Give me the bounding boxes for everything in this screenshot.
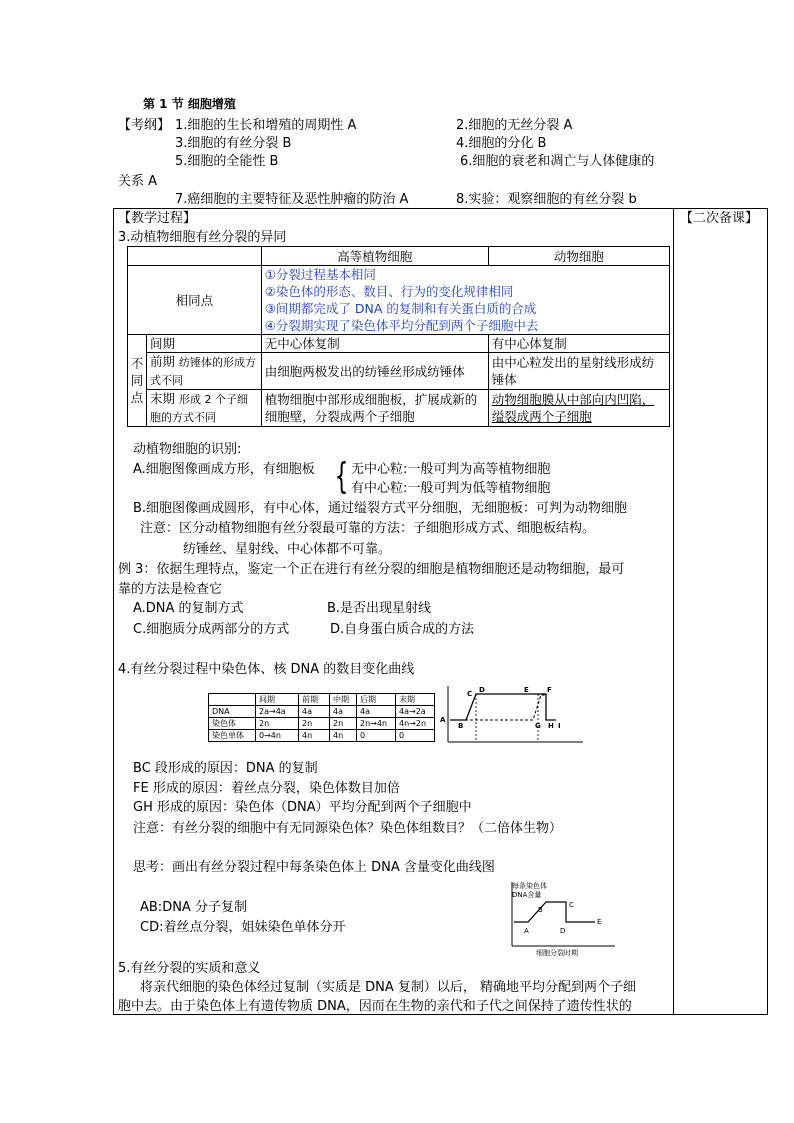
- think-question: 思考：画出有丝分裂过程中每条染色体上 DNA 含量变化曲线图: [133, 860, 495, 875]
- header-animal: 动物细胞: [488, 247, 669, 266]
- curve2-point: D: [560, 927, 566, 935]
- curve1-label: H: [548, 722, 554, 730]
- reason-fe: FE 形成的原因：着丝点分裂，染色体数目加倍: [133, 781, 400, 796]
- outline-item-4: 4.细胞的分化 B: [456, 136, 547, 151]
- option-d: D.自身蛋白质合成的方法: [330, 622, 475, 637]
- curve1-label: I: [558, 722, 561, 730]
- same-points: [261, 266, 669, 335]
- same-point-3: ③间期都完成了 DNA 的复制和有关蛋白质的合成: [264, 301, 537, 316]
- count-header: 间期: [256, 694, 299, 706]
- count-cell: 2a→4a: [256, 706, 299, 718]
- count-cell: 4a: [299, 706, 330, 718]
- stage-prophase: [147, 353, 262, 390]
- same-label: 相同点: [128, 266, 262, 335]
- curve2-point: A: [524, 927, 529, 935]
- curve1-label: E: [524, 686, 529, 694]
- curve2-point: E: [597, 918, 602, 926]
- curve2-line: [514, 902, 595, 922]
- example-question: 例 3：依据生理特点，鉴定一个正在进行有丝分裂的细胞是植物细胞还是动物细胞，最可: [118, 562, 625, 577]
- count-cell: 2n: [299, 718, 330, 730]
- header-plant: 高等植物细胞: [261, 247, 488, 266]
- count-cell: 4n→2n: [396, 718, 435, 730]
- stage-interphase: [147, 335, 262, 353]
- curve2-point: B: [538, 906, 543, 914]
- note-homologous: 注意：有丝分裂的细胞中有无同源染色体？染色体组数目？（二倍体生物）: [133, 821, 563, 836]
- curve1-label: A: [440, 716, 446, 724]
- curve2-xlabel: 细胞分裂时期: [536, 949, 578, 956]
- comparison-table: [127, 246, 670, 427]
- count-header: 前期: [299, 694, 330, 706]
- outline-item-1: 1.细胞的生长和增殖的周期性 A: [175, 118, 357, 133]
- outline-label: 【考纲】: [118, 118, 171, 133]
- curve1-label: G: [535, 722, 541, 730]
- count-cell: 2n: [256, 718, 299, 730]
- section-3-title: 3.动植物细胞有丝分裂的异同: [118, 230, 287, 245]
- count-cell: 0: [357, 730, 396, 742]
- option-c: C.细胞质分成两部分的方式: [133, 622, 290, 637]
- diff-char-1: 不: [130, 356, 144, 371]
- count-cell: 2n→4n: [357, 718, 396, 730]
- count-cell: 染色体: [209, 718, 256, 730]
- column-divider: [673, 208, 674, 1015]
- count-cell: 0: [396, 730, 435, 742]
- count-table: [208, 693, 435, 742]
- outline-item-6-cont: 关系 A: [118, 174, 158, 189]
- same-point-1: ①分裂过程基本相同: [264, 267, 376, 282]
- identify-a2: 有中心粒:一般可判为低等植物细胞: [351, 481, 551, 496]
- brace-icon: {: [334, 456, 349, 497]
- identify-b: B.细胞图像画成圆形，有中心体，通过缢裂方式平分细胞，无细胞板：可判为动物细胞: [133, 501, 628, 516]
- curve2-point: C: [569, 901, 574, 909]
- count-header: 后期: [357, 694, 396, 706]
- plant-interphase: 无中心体复制: [261, 335, 488, 353]
- reason-bc: BC 段形成的原因：DNA 的复制: [133, 761, 318, 776]
- stage-label: 前期: [150, 354, 176, 369]
- count-cell: 4a→2a: [396, 706, 435, 718]
- diff-label: [128, 335, 147, 427]
- same-point-2: ②染色体的形态、数目、行为的变化规律相同: [264, 284, 514, 299]
- count-cell: DNA: [209, 706, 256, 718]
- outline-item-7: 7.癌细胞的主要特征及恶性肿瘤的防治 A: [175, 192, 409, 207]
- animal-prophase: 由中心粒发出的星射线形成纺锤体: [488, 353, 669, 390]
- curve1-label: F: [547, 686, 552, 694]
- stage-label: 末期: [150, 391, 176, 406]
- curve2-ylabel: 每条染色体: [512, 882, 547, 890]
- plant-telophase: 植物细胞中部形成细胞板，扩展成新的细胞壁，分裂成两个子细胞: [261, 390, 488, 427]
- section-5-line2: 胞中去。由于染色体上有遗传物质 DNA，因而在生物的亲代和子代之间保持了遗传性状的: [118, 999, 632, 1014]
- count-cell: 2n: [330, 718, 357, 730]
- outline-item-6: 6.细胞的衰老和凋亡与人体健康的: [460, 154, 655, 169]
- dna-curve-diagram: [438, 682, 588, 748]
- outline-item-3: 3.细胞的有丝分裂 B: [175, 136, 292, 151]
- identify-note1: 注意：区分动植物细胞有丝分裂最可靠的方法：子细胞形成方式、细胞板结构。: [140, 521, 596, 536]
- outline-item-5: 5.细胞的全能性 B: [175, 154, 279, 169]
- stage-telophase: [147, 390, 262, 427]
- option-b: B.是否出现星射线: [327, 601, 432, 616]
- curve1-label: D: [479, 686, 485, 694]
- count-cell: 4n: [299, 730, 330, 742]
- identify-a1: 无中心粒:一般可判为高等植物细胞: [351, 462, 551, 477]
- curve1-label: B: [458, 722, 464, 730]
- animal-telophase: 动物细胞膜从中部向内凹陷，缢裂成两个子细胞: [488, 390, 669, 427]
- stage-label: 间期: [150, 336, 176, 351]
- identify-note2: 纺锤丝、星射线、中心体都不可靠。: [183, 542, 392, 557]
- chromosome-dna-curve-diagram: [500, 880, 620, 956]
- animal-interphase: 有中心体复制: [488, 335, 669, 353]
- count-cell: 4a: [330, 706, 357, 718]
- option-a: A.DNA 的复制方式: [133, 601, 244, 616]
- stage-note: 纺锤体的形成方式不同: [150, 356, 256, 387]
- section-title: 第 1 节 细胞增殖: [143, 97, 236, 111]
- table-corner: [128, 247, 262, 266]
- count-header: 中期: [330, 694, 357, 706]
- plant-prophase: 由细胞两极发出的纺锤丝形成纺锤体: [261, 353, 488, 390]
- section-4-title: 4.有丝分裂过程中染色体、核 DNA 的数目变化曲线: [118, 662, 415, 677]
- stage-note: 形成 2 个子细胞的方式不同: [150, 393, 248, 424]
- outline-item-2: 2.细胞的无丝分裂 A: [456, 118, 573, 133]
- example-question-cont: 靠的方法是检查它: [118, 582, 223, 597]
- process-label: 【教学过程】: [118, 211, 197, 226]
- section-5-title: 5.有丝分裂的实质和意义: [118, 961, 261, 976]
- curve1-chromosome-line: [450, 695, 546, 720]
- count-header: [209, 694, 256, 706]
- answer-ab: AB:DNA 分子复制: [140, 900, 247, 915]
- answer-cd: CD:着丝点分裂，姐妹染色单体分开: [140, 920, 346, 935]
- diff-char-2: 同: [130, 373, 144, 388]
- diff-char-3: 点: [130, 390, 144, 405]
- identify-a: A.细胞图像画成方形，有细胞板: [133, 462, 315, 477]
- same-point-4: ④分裂期实现了染色体平均分配到两个子细胞中去: [264, 318, 539, 333]
- count-header: 末期: [396, 694, 435, 706]
- outline-item-8: 8.实验：观察细胞的有丝分裂 b: [456, 192, 637, 207]
- curve2-ylabel: DNA含量: [512, 891, 542, 899]
- count-cell: 4a: [357, 706, 396, 718]
- curve1-label: C: [467, 690, 473, 698]
- count-cell: 0→4n: [256, 730, 299, 742]
- count-cell: 染色单体: [209, 730, 256, 742]
- backup-label: 【二次备课】: [680, 211, 759, 226]
- reason-gh: GH 形成的原因：染色体（DNA）平均分配到两个子细胞中: [133, 800, 472, 815]
- identify-title: 动植物细胞的识别:: [133, 442, 242, 457]
- count-cell: 4n: [330, 730, 357, 742]
- section-5-line1: 将亲代细胞的染色体经过复制（实质是 DNA 复制）以后， 精确地平均分配到两个子细: [140, 980, 637, 995]
